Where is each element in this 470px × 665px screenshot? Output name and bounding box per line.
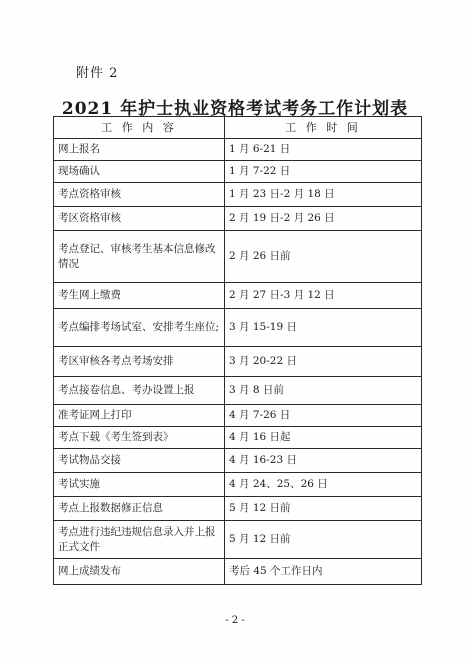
table-row [54,473,422,497]
table-row [54,377,422,405]
work-time-cell: 3 月 15-19 日 [225,309,422,347]
work-time-cell: 2 月 19 日-2 月 26 日 [225,207,422,231]
work-content-cell: 考点下载《考生签到表》 [54,427,225,449]
table-row [54,347,422,377]
table-row [54,427,422,449]
header-work-time: 工 作 时 间 [225,117,422,139]
work-time-cell: 4 月 7-26 日 [225,405,422,427]
table-row [54,559,422,585]
work-time-cell: 4 月 16-23 日 [225,449,422,473]
page-number: - 2 - [225,615,245,626]
work-content-cell: 准考证网上打印 [54,405,225,427]
table-row [54,283,422,309]
work-time-cell: 1 月 23 日-2 月 18 日 [225,183,422,207]
work-content-cell: 考区审核各考点考场安排 [54,347,225,377]
document-title: 2021 年护士执业资格考试考务工作计划表 [61,99,409,119]
work-time-cell: 5 月 12 日前 [225,497,422,521]
work-time-cell: 5 月 12 日前 [225,521,422,559]
schedule-table [53,116,422,585]
work-content-cell: 考点编排考场试室、安排考生座位; [54,309,225,347]
work-time-cell: 2 月 27 日-3 月 12 日 [225,283,422,309]
table-row [54,207,422,231]
work-content-cell: 考点资格审核 [54,183,225,207]
table-row [54,161,422,183]
work-time-cell: 4 月 24、25、26 日 [225,473,422,497]
work-content-cell: 考生网上缴费 [54,283,225,309]
work-content-cell: 考试物品交接 [54,449,225,473]
table-row [54,497,422,521]
work-time-cell: 1 月 7-22 日 [225,161,422,183]
work-time-cell: 3 月 20-22 日 [225,347,422,377]
table-row [54,183,422,207]
work-content-cell: 考点进行违纪违规信息录入并上报正式文件 [54,521,225,559]
table-row [54,449,422,473]
work-content-cell: 网上成绩发布 [54,559,225,585]
work-content-cell: 考试实施 [54,473,225,497]
work-content-cell: 网上报名 [54,139,225,161]
work-time-cell: 考后 45 个工作日内 [225,559,422,585]
work-content-cell: 考点登记、审核考生基本信息修改情况 [54,231,225,283]
work-time-cell: 1 月 6-21 日 [225,139,422,161]
work-content-cell: 考区资格审核 [54,207,225,231]
work-content-cell: 考点上报数据修正信息 [54,497,225,521]
attachment-label: 附件 2 [76,66,119,81]
header-work-content: 工 作 内 容 [54,117,225,139]
table-row [54,309,422,347]
work-content-cell: 现场确认 [54,161,225,183]
work-time-cell: 3 月 8 日前 [225,377,422,405]
table-row [54,231,422,283]
work-time-cell: 4 月 16 日起 [225,427,422,449]
work-time-cell: 2 月 26 日前 [225,231,422,283]
table-row [54,139,422,161]
table-header-row [54,117,422,139]
table-row [54,405,422,427]
work-content-cell: 考点接卷信息、考办设置上报 [54,377,225,405]
table-row [54,521,422,559]
